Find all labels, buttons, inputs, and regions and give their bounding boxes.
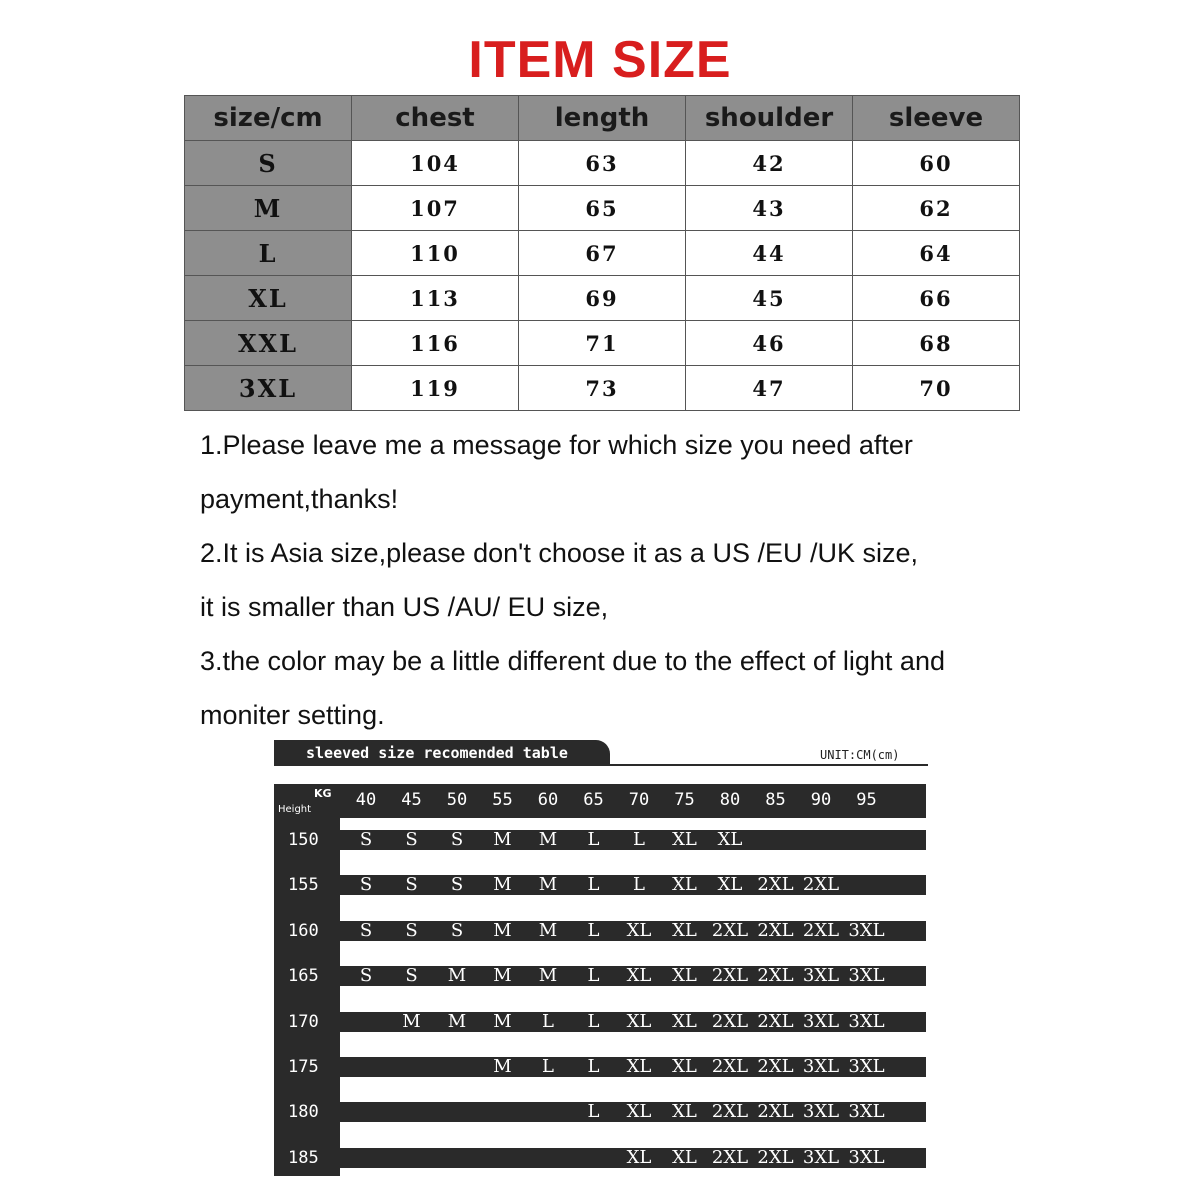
recommended-size: S — [359, 965, 373, 987]
weight-label: 45 — [401, 790, 422, 810]
measure-cell: 113 — [352, 276, 519, 321]
recommended-size: 3XL — [848, 1056, 885, 1077]
measure-cell: 67 — [519, 231, 686, 276]
recommended-size: 3XL — [802, 1101, 840, 1123]
recommended-size: 3XL — [848, 919, 885, 941]
measure-cell: 104 — [352, 141, 519, 186]
recommended-size: L — [633, 829, 645, 850]
column-header: length — [519, 96, 686, 141]
measure-cell: 69 — [519, 276, 686, 321]
height-value: 185 — [288, 1147, 319, 1168]
recommended-size: M — [447, 1010, 467, 1032]
measure-cell: 110 — [352, 231, 519, 276]
note-line: 2.It is Asia size,please don't choose it as a US /EU /UK size, — [200, 538, 918, 568]
recommended-size: 2XL — [711, 1056, 749, 1077]
height-value: 155 — [288, 875, 319, 896]
unit-label: UNIT:CM(cm) — [820, 748, 900, 762]
table-row — [185, 321, 1020, 366]
weight-label: 55 — [492, 790, 513, 810]
recommended-size: 2XL — [757, 1101, 794, 1123]
weight-label: 40 — [355, 790, 377, 810]
recommended-size: S — [450, 874, 464, 896]
recommended-size: L — [587, 1101, 600, 1123]
recommended-size: S — [450, 829, 464, 850]
recommended-grid — [274, 784, 926, 1176]
measure-cell: 44 — [686, 231, 853, 276]
recommended-size: S — [359, 919, 373, 941]
recommended-size: M — [538, 919, 558, 941]
measure-cell: 73 — [519, 366, 686, 411]
recommended-size: S — [405, 919, 418, 941]
measure-cell: 46 — [686, 321, 853, 366]
measure-cell: 68 — [853, 321, 1020, 366]
measure-cell: 65 — [519, 186, 686, 231]
size-label: XL — [185, 276, 352, 321]
recommended-size: L — [587, 919, 600, 941]
measure-cell: 42 — [686, 141, 853, 186]
recommended-size: M — [402, 1010, 421, 1032]
recommended-size: XL — [717, 874, 743, 896]
weight-label: 65 — [583, 790, 604, 810]
recommended-size: 3XL — [802, 965, 840, 987]
recommended-size: XL — [626, 1101, 652, 1123]
table-row — [185, 366, 1020, 411]
table-row — [185, 141, 1020, 186]
size-chart-header-row — [185, 96, 1020, 141]
recommended-table-title: sleeved size recomended table — [274, 740, 610, 766]
recommended-size: L — [633, 874, 645, 896]
table-row — [185, 276, 1020, 321]
recommended-size: L — [542, 1010, 554, 1032]
height-value: 160 — [288, 920, 319, 941]
weight-label: 80 — [719, 790, 741, 810]
weight-label: 90 — [810, 790, 832, 810]
note-line: moniter setting. — [200, 700, 385, 730]
recommended-size: L — [587, 965, 600, 987]
recommended-size: 3XL — [848, 1101, 885, 1123]
size-label: L — [185, 231, 352, 276]
measure-cell: 62 — [853, 186, 1020, 231]
recommended-size: L — [542, 1056, 554, 1077]
note-line: payment,thanks! — [200, 484, 399, 514]
weight-label: 50 — [446, 790, 468, 810]
recommended-size: 2XL — [757, 919, 794, 941]
height-value: 170 — [288, 1011, 319, 1032]
recommended-size: XL — [672, 1101, 697, 1123]
recommended-size: XL — [626, 965, 652, 987]
measure-cell: 116 — [352, 321, 519, 366]
recommended-size: XL — [626, 1056, 652, 1077]
recommended-size: S — [405, 965, 418, 987]
recommended-size: S — [359, 829, 373, 850]
size-label: S — [185, 141, 352, 186]
table-row — [185, 231, 1020, 276]
column-header: chest — [352, 96, 519, 141]
recommended-size: S — [405, 874, 418, 896]
recommended-size: XL — [672, 1010, 697, 1032]
recommended-size: M — [493, 965, 512, 987]
recommended-size: M — [493, 919, 512, 941]
recommended-size: 2XL — [711, 1010, 749, 1032]
measure-cell: 60 — [853, 141, 1020, 186]
recommended-size: S — [450, 919, 464, 941]
table-row — [185, 186, 1020, 231]
recommended-size: M — [538, 829, 558, 850]
measure-cell: 45 — [686, 276, 853, 321]
note-line: 3.the color may be a little different due to the effect of light and — [200, 646, 945, 676]
recommended-size: L — [587, 1056, 600, 1077]
recommended-size: XL — [672, 1146, 697, 1168]
recommended-size: 2XL — [757, 1010, 794, 1032]
recommended-size: M — [493, 874, 512, 896]
column-header: sleeve — [853, 96, 1020, 141]
title-underline — [274, 764, 928, 766]
recommended-size: S — [359, 874, 373, 896]
weight-label: 85 — [765, 790, 786, 810]
recommended-size: XL — [626, 1146, 652, 1168]
recommended-size: XL — [672, 1056, 697, 1077]
recommended-size: XL — [672, 965, 697, 987]
kg-label: KG — [314, 787, 332, 800]
notes — [200, 418, 1100, 742]
size-label: XXL — [185, 321, 352, 366]
height-value: 175 — [288, 1057, 319, 1077]
measure-cell: 43 — [686, 186, 853, 231]
weight-label: 95 — [856, 790, 877, 810]
recommended-size: M — [493, 829, 512, 850]
measure-cell: 107 — [352, 186, 519, 231]
height-value: 150 — [288, 830, 319, 850]
recommended-size: 3XL — [802, 1146, 840, 1168]
recommended-size: 2XL — [711, 919, 749, 941]
height-label: Height — [278, 804, 312, 815]
recommended-size: XL — [672, 874, 697, 896]
note-line: 1.Please leave me a message for which size you need after — [200, 430, 913, 460]
recommended-size: 3XL — [802, 1010, 840, 1032]
recommended-size: L — [587, 874, 600, 896]
size-label: M — [185, 186, 352, 231]
size-chart-table — [184, 95, 1020, 411]
recommended-size: XL — [672, 919, 697, 941]
recommended-size: M — [538, 965, 558, 987]
recommended-size: 2XL — [757, 965, 794, 987]
recommended-size: XL — [672, 829, 697, 850]
height-value: 180 — [288, 1102, 319, 1123]
recommended-size: M — [493, 1056, 512, 1077]
recommended-size: 2XL — [711, 1101, 749, 1123]
recommended-size: 3XL — [848, 1146, 885, 1168]
measure-cell: 119 — [352, 366, 519, 411]
recommended-size: 3XL — [848, 965, 885, 987]
column-header: size/cm — [185, 96, 352, 141]
weight-label: 70 — [628, 790, 650, 810]
recommended-size: M — [538, 874, 558, 896]
recommended-size: 2XL — [802, 919, 840, 941]
recommended-size: XL — [717, 829, 743, 850]
recommended-size: 2XL — [802, 874, 840, 896]
measure-cell: 47 — [686, 366, 853, 411]
recommended-size: XL — [626, 1010, 652, 1032]
recommended-size: 3XL — [848, 1010, 885, 1032]
column-header: shoulder — [686, 96, 853, 141]
note-line: it is smaller than US /AU/ EU size, — [200, 592, 609, 622]
recommended-size: L — [587, 829, 600, 850]
measure-cell: 70 — [853, 366, 1020, 411]
recommended-size: L — [587, 1010, 600, 1032]
measure-cell: 64 — [853, 231, 1020, 276]
recommended-size: 2XL — [711, 1146, 749, 1168]
size-label: 3XL — [185, 366, 352, 411]
recommended-size: XL — [626, 919, 652, 941]
recommended-size: 2XL — [757, 1146, 794, 1168]
measure-cell: 71 — [519, 321, 686, 366]
measure-cell: 66 — [853, 276, 1020, 321]
recommended-size: S — [405, 829, 418, 850]
weight-label: 75 — [674, 790, 695, 810]
height-value: 165 — [288, 966, 319, 987]
recommended-size: 2XL — [757, 1056, 794, 1077]
recommended-size: 3XL — [802, 1056, 840, 1077]
recommended-size: 2XL — [711, 965, 749, 987]
page-title: ITEM SIZE — [468, 31, 732, 89]
recommended-size: M — [493, 1010, 512, 1032]
measure-cell: 63 — [519, 141, 686, 186]
recommended-size: M — [447, 965, 467, 987]
weight-label: 60 — [537, 790, 559, 810]
recommended-size-table — [274, 740, 928, 1180]
recommended-size: 2XL — [757, 874, 794, 896]
